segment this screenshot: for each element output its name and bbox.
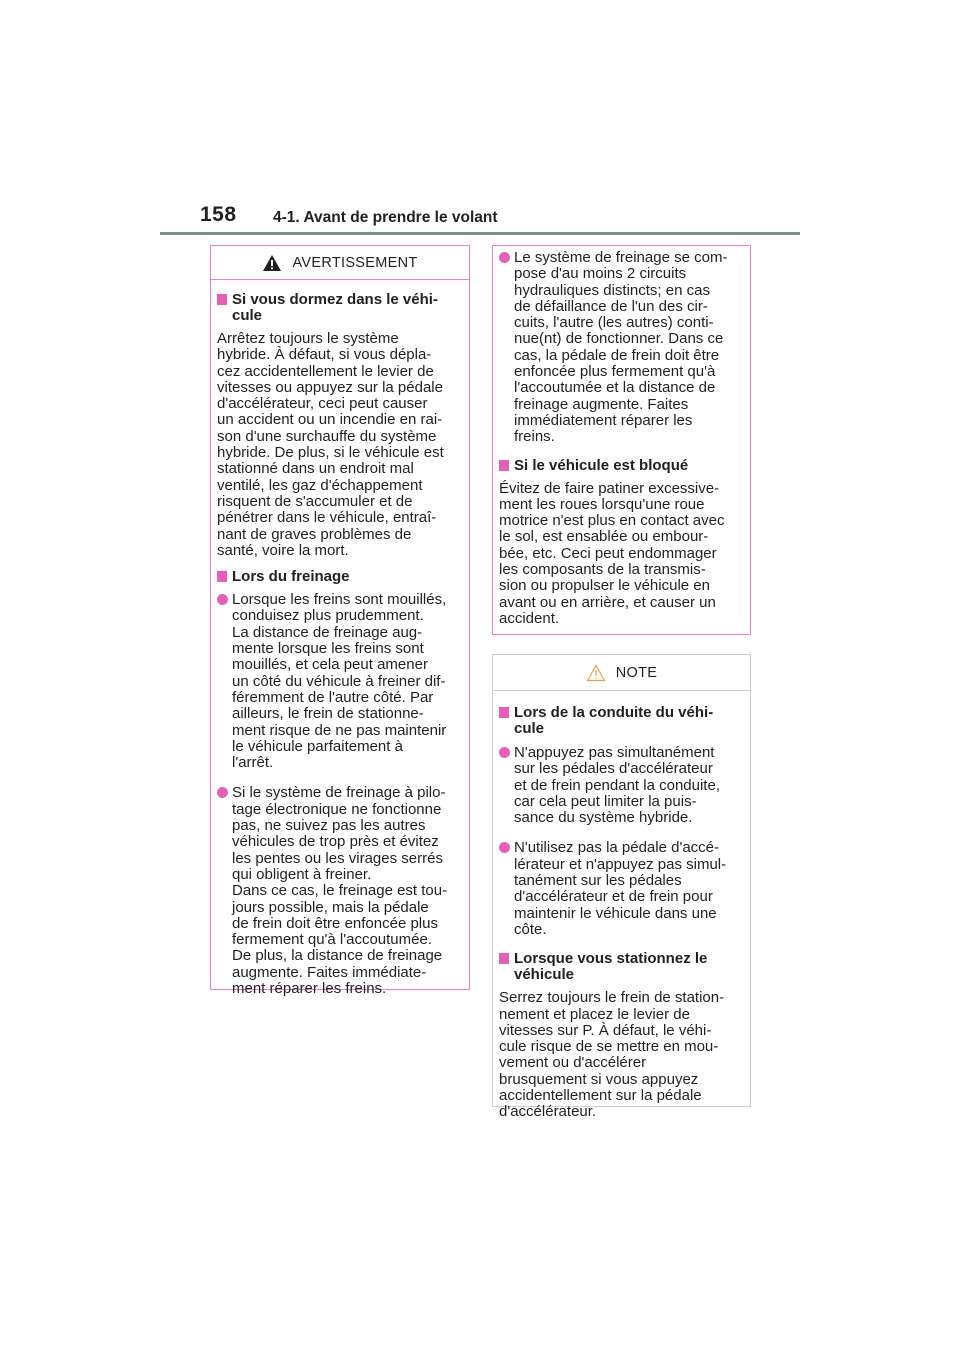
section-heading: Lorsque vous stationnez le véhicule bbox=[499, 951, 741, 983]
page-number: 158 bbox=[200, 203, 237, 226]
list-item: Le système de freinage se com- pose d'au moins 2 circuits hydrauliques distincts; en cas de défaillance de l'un des cir- cuits, l'autre (les autres) conti- nue(nt) de fonctionner. Dans ce cas, la pédale de frein doit être enfoncée plus fermement qu'à l'accoutumée et la distance de freinage augmente. Faites immédiatement réparer les freins. bbox=[499, 250, 741, 446]
list-item: N'appuyez pas simultanément sur les pédales d'accélérateur et de frein pendant la conduite, car cela peut limiter la puis- sance du système hybride. bbox=[499, 745, 741, 826]
caution-triangle-outline-icon bbox=[586, 664, 606, 682]
section-title: 4-1. Avant de prendre le volant bbox=[273, 209, 498, 226]
warning-label: AVERTISSEMENT bbox=[292, 254, 418, 271]
round-bullet-icon bbox=[499, 747, 510, 758]
square-bullet-icon bbox=[217, 294, 227, 305]
section-heading: Si le véhicule est bloqué bbox=[499, 458, 741, 474]
round-bullet-icon bbox=[499, 842, 510, 853]
square-bullet-icon bbox=[217, 571, 227, 582]
round-bullet-icon bbox=[217, 787, 228, 798]
square-bullet-icon bbox=[499, 707, 509, 718]
warning-triangle-icon bbox=[262, 254, 282, 272]
list-item: N'utilisez pas la pédale d'accé- lérateur et n'appuyez pas simul- tanément sur les pédales d'accélérateur et de frein pour maintenir le véhicule dans une côte. bbox=[499, 840, 741, 938]
list-item: Si le système de freinage à pilo- tage électronique ne fonctionne pas, ne suivez pas les autres véhicules de trop près et évitez les pentes ou les virages serrés qui obligent à freiner. Dans ce cas, le freinage est tou- jours possible, mais la pédale de frein doit être enfoncée plus fermement qu'à l'accoutumée. De plus, la distance de freinage augmente. Faites immédiate- ment réparer les freins. bbox=[217, 785, 460, 997]
warning-box bbox=[210, 245, 470, 997]
note-box-header bbox=[493, 655, 750, 691]
paragraph: Arrêtez toujours le système hybride. À défaut, si vous dépla- cez accidentellement le levier de vitesses ou appuyez sur la pédale d'accélérateur, ceci peut causer un accident ou un incendie en rai- son d'une surchauffe du système hybride. De plus, si le véhicule est stationné dans un endroit mal ventilé, les gaz d'échappement risquent de s'accumuler et de pénétrer dans le véhicule, entraî- nant de graves problèmes de santé, voire la mort. bbox=[217, 330, 444, 559]
paragraph: Serrez toujours le frein de station- nement et placez le levier de vitesses sur P. À défaut, le véhi- cule risque de se mettre en mou- vement ou d'accélérer brusquement si vous appuyez accidentellement sur la pédale d'accélérateur. bbox=[499, 989, 725, 1121]
section-heading: Lors de la conduite du véhi- cule bbox=[499, 705, 741, 737]
paragraph: Évitez de faire patiner excessive- ment les roues lorsqu'une roue motrice n'est plus en contact avec le sol, est ensablée ou embour- bée, etc. Ceci peut endommager les composants de la transmis- sion ou propulser le véhicule en avant ou en arrière, et causer un accident. bbox=[499, 479, 725, 627]
square-bullet-icon bbox=[499, 460, 509, 471]
header-rule bbox=[160, 232, 800, 235]
note-label: NOTE bbox=[615, 664, 658, 681]
square-bullet-icon bbox=[499, 953, 509, 964]
page-header bbox=[160, 203, 800, 235]
round-bullet-icon bbox=[217, 594, 228, 605]
warning-box-continued bbox=[492, 245, 751, 635]
round-bullet-icon bbox=[499, 252, 510, 263]
section-heading: Si vous dormez dans le véhi- cule bbox=[217, 292, 460, 324]
note-box bbox=[492, 654, 751, 1121]
list-item: Lorsque les freins sont mouillés, conduisez plus prudemment. La distance de freinage aug- mente lorsque les freins sont mouillés, et cela peut amener un côté du véhicule à freiner dif- féremment de l'autre côté. Par ailleurs, le frein de stationne- ment risque de ne pas maintenir le véhicule parfaitement à l'arrêt. bbox=[217, 592, 460, 771]
warning-box-header bbox=[211, 246, 469, 280]
section-heading: Lors du freinage bbox=[217, 569, 460, 585]
